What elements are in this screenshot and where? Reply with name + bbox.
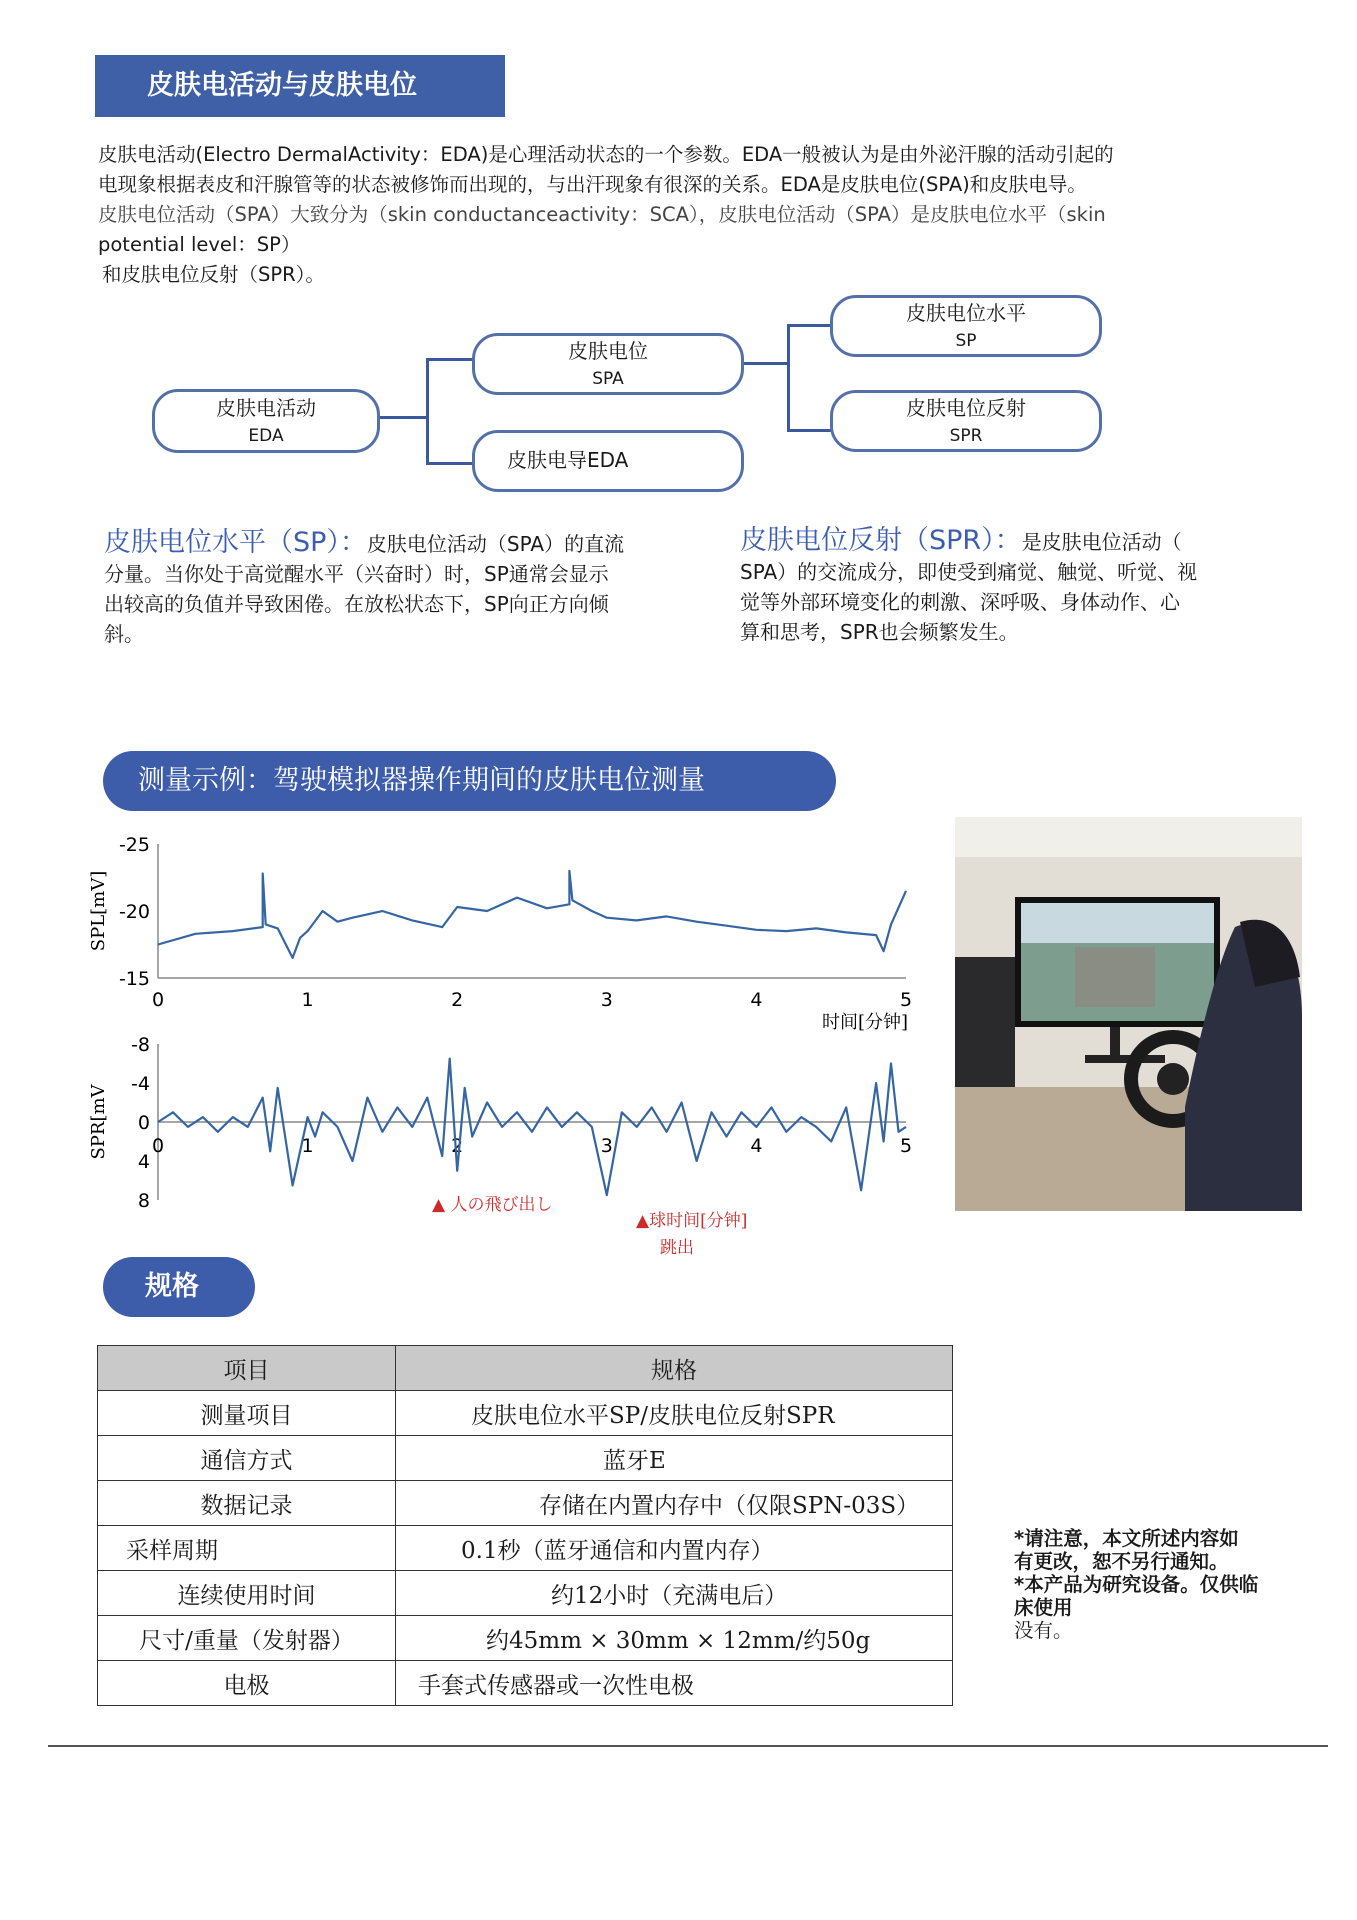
measurement-charts: [88, 828, 918, 1238]
annotation-jump: 跳出: [660, 1238, 694, 1258]
table-header-spec: 规格: [396, 1346, 953, 1391]
intro-line: potential level：SP）: [98, 233, 301, 256]
driving-simulator-photo: [955, 817, 1302, 1211]
sp-node: [830, 295, 1102, 357]
x-tick-label: 1: [301, 1135, 314, 1157]
sp-node-label: 皮肤电位水平: [906, 301, 1026, 325]
eda-node-sub: EDA: [248, 426, 284, 446]
x-tick-label: 5: [899, 1135, 913, 1157]
y-axis-label: SPL[mV]: [88, 870, 109, 952]
y-tick-label: -15: [118, 968, 150, 990]
annotation-pedestrian: ▲ 人の飛び出し: [432, 1195, 553, 1215]
series-line: [158, 1059, 906, 1196]
y-tick-label: -8: [131, 1034, 150, 1056]
table-row: [98, 1571, 953, 1616]
table-header-item: 项目: [98, 1346, 396, 1391]
section-header-spec: 规格: [103, 1257, 255, 1317]
spec-table: [97, 1345, 953, 1706]
sp-description: [104, 528, 684, 649]
photo-illustration: [955, 817, 1302, 1211]
eda-node: [152, 389, 380, 453]
x-tick-label: 0: [151, 1135, 165, 1157]
intro-line: 皮肤电活动(Electro DermalActivity：EDA)是心理活动状态的一个参数。EDA一般被认为是由外泌汗腺的活动引起的: [98, 143, 1114, 166]
table-cell-value: 约12小时（充满电后）: [396, 1571, 953, 1616]
intro-line: 和皮肤电位反射（SPR）。: [102, 263, 325, 286]
table-cell-value: 约45mm × 30mm × 12mm/约50g: [396, 1616, 953, 1661]
spr-description-heading: 皮肤电位反射（SPR）：: [740, 525, 1022, 556]
y-tick-label: 4: [137, 1151, 150, 1173]
sp-description-heading: 皮肤电位水平（SP）：: [104, 527, 367, 558]
x-axis-label: 时间[分钟]: [821, 1012, 908, 1033]
table-row: [98, 1481, 953, 1526]
x-tick-label: 4: [750, 1135, 763, 1157]
table-row: [98, 1616, 953, 1661]
y-tick-label: -20: [118, 901, 150, 923]
table-cell-key: 通信方式: [98, 1436, 396, 1481]
spa-node-label: 皮肤电位: [568, 339, 648, 363]
footer-divider: [48, 1745, 1328, 1747]
connector-line: [787, 324, 790, 432]
x-tick-label: 1: [301, 989, 314, 1011]
spr-description-line: 觉等外部环境变化的刺激、深呼吸、身体动作、心: [740, 590, 1180, 614]
notice-line: *本产品为研究设备。仅供临: [1014, 1573, 1259, 1596]
x-tick-label: 0: [151, 989, 165, 1011]
spr-node-label: 皮肤电位反射: [906, 396, 1026, 420]
section-header-measurement: 测量示例：驾驶模拟器操作期间的皮肤电位测量: [103, 751, 836, 811]
spr-chart: [88, 1034, 912, 1212]
table-cell-value: 0.1秒（蓝牙通信和内置内存）: [396, 1526, 953, 1571]
spr-node: [830, 390, 1102, 452]
y-axis-label: SPR[mV: [88, 1084, 109, 1160]
spr-description-line: 是皮肤电位活动（: [1021, 530, 1182, 554]
connector-line: [426, 358, 429, 465]
connector-line: [426, 358, 474, 361]
table-row: [98, 1661, 953, 1706]
table-cell-value: 存储在内置内存中（仅限SPN-03S）: [396, 1481, 953, 1526]
sp-description-line: 出较高的负值并导致困倦。在放松状态下，SP向正方向倾: [104, 592, 609, 616]
table-cell-key: 数据记录: [98, 1481, 396, 1526]
y-tick-label: 8: [137, 1190, 150, 1212]
spr-description-line: SPA）的交流成分，即使受到痛觉、触觉、听觉、视: [740, 560, 1198, 584]
x-tick-label: 3: [600, 1135, 613, 1157]
spa-node-sub: SPA: [592, 369, 624, 389]
notice-text: [1014, 1527, 1314, 1642]
x-tick-label: 2: [451, 989, 464, 1011]
intro-paragraph: [98, 140, 1268, 290]
conductance-node-label: 皮肤电导EDA: [507, 448, 629, 472]
x-tick-label: 3: [600, 989, 613, 1011]
table-row: [98, 1526, 953, 1571]
sp-description-line: 斜。: [104, 622, 144, 646]
connector-line: [378, 416, 428, 419]
table-header-row: [98, 1346, 953, 1391]
connector-line: [426, 462, 474, 465]
spl-chart: [88, 834, 912, 1033]
spa-node: [472, 333, 744, 395]
y-tick-label: -4: [131, 1073, 150, 1095]
connector-line: [787, 324, 832, 327]
notice-line: 没有。: [1014, 1619, 1073, 1642]
spr-node-sub: SPR: [949, 426, 983, 446]
x-tick-label: 4: [750, 989, 763, 1011]
annotation-ball: ▲球时间[分钟]: [636, 1211, 748, 1231]
x-tick-label: 2: [451, 1135, 464, 1157]
y-tick-label: 0: [137, 1112, 150, 1134]
table-cell-value: 手套式传感器或一次性电极: [396, 1661, 953, 1706]
connector-line: [787, 429, 832, 432]
y-tick-label: -25: [118, 834, 150, 856]
notice-line: 有更改，恕不另行通知。: [1014, 1550, 1229, 1573]
sp-description-line: 分量。当你处于高觉醒水平（兴奋时）时，SP通常会显示: [104, 562, 609, 586]
series-line: [158, 871, 906, 958]
table-cell-key: 采样周期: [98, 1526, 396, 1571]
table-row: [98, 1391, 953, 1436]
table-cell-value: 皮肤电位水平SP/皮肤电位反射SPR: [396, 1391, 953, 1436]
section-header-eda: 皮肤电活动与皮肤电位: [95, 55, 505, 117]
notice-line: 床使用: [1014, 1596, 1073, 1619]
spr-description: [740, 526, 1280, 647]
sp-description-line: 皮肤电位活动（SPA）的直流: [366, 532, 625, 556]
notice-line: *请注意，本文所述内容如: [1014, 1527, 1239, 1550]
eda-node-label: 皮肤电活动: [216, 396, 316, 420]
x-tick-label: 5: [899, 989, 913, 1011]
table-cell-key: 测量项目: [98, 1391, 396, 1436]
intro-line: 电现象根据表皮和汗腺管等的状态被修饰而出现的，与出汗现象有很深的关系。EDA是皮肤电位(SPA)和皮肤电导。: [98, 173, 1087, 196]
table-cell-key: 尺寸/重量（发射器）: [98, 1616, 396, 1661]
table-cell-key: 电极: [98, 1661, 396, 1706]
sp-node-sub: SP: [955, 331, 977, 351]
spr-description-line: 算和思考，SPR也会频繁发生。: [740, 620, 1019, 644]
table-row: [98, 1436, 953, 1481]
table-cell-key: 连续使用时间: [98, 1571, 396, 1616]
conductance-node: [472, 430, 744, 492]
connector-line: [742, 362, 789, 365]
table-cell-value: 蓝牙E: [396, 1436, 953, 1481]
intro-line: 皮肤电位活动（SPA）大致分为（skin conductanceactivity：SCA），皮肤电位活动（SPA）是皮肤电位水平（skin: [98, 203, 1106, 226]
